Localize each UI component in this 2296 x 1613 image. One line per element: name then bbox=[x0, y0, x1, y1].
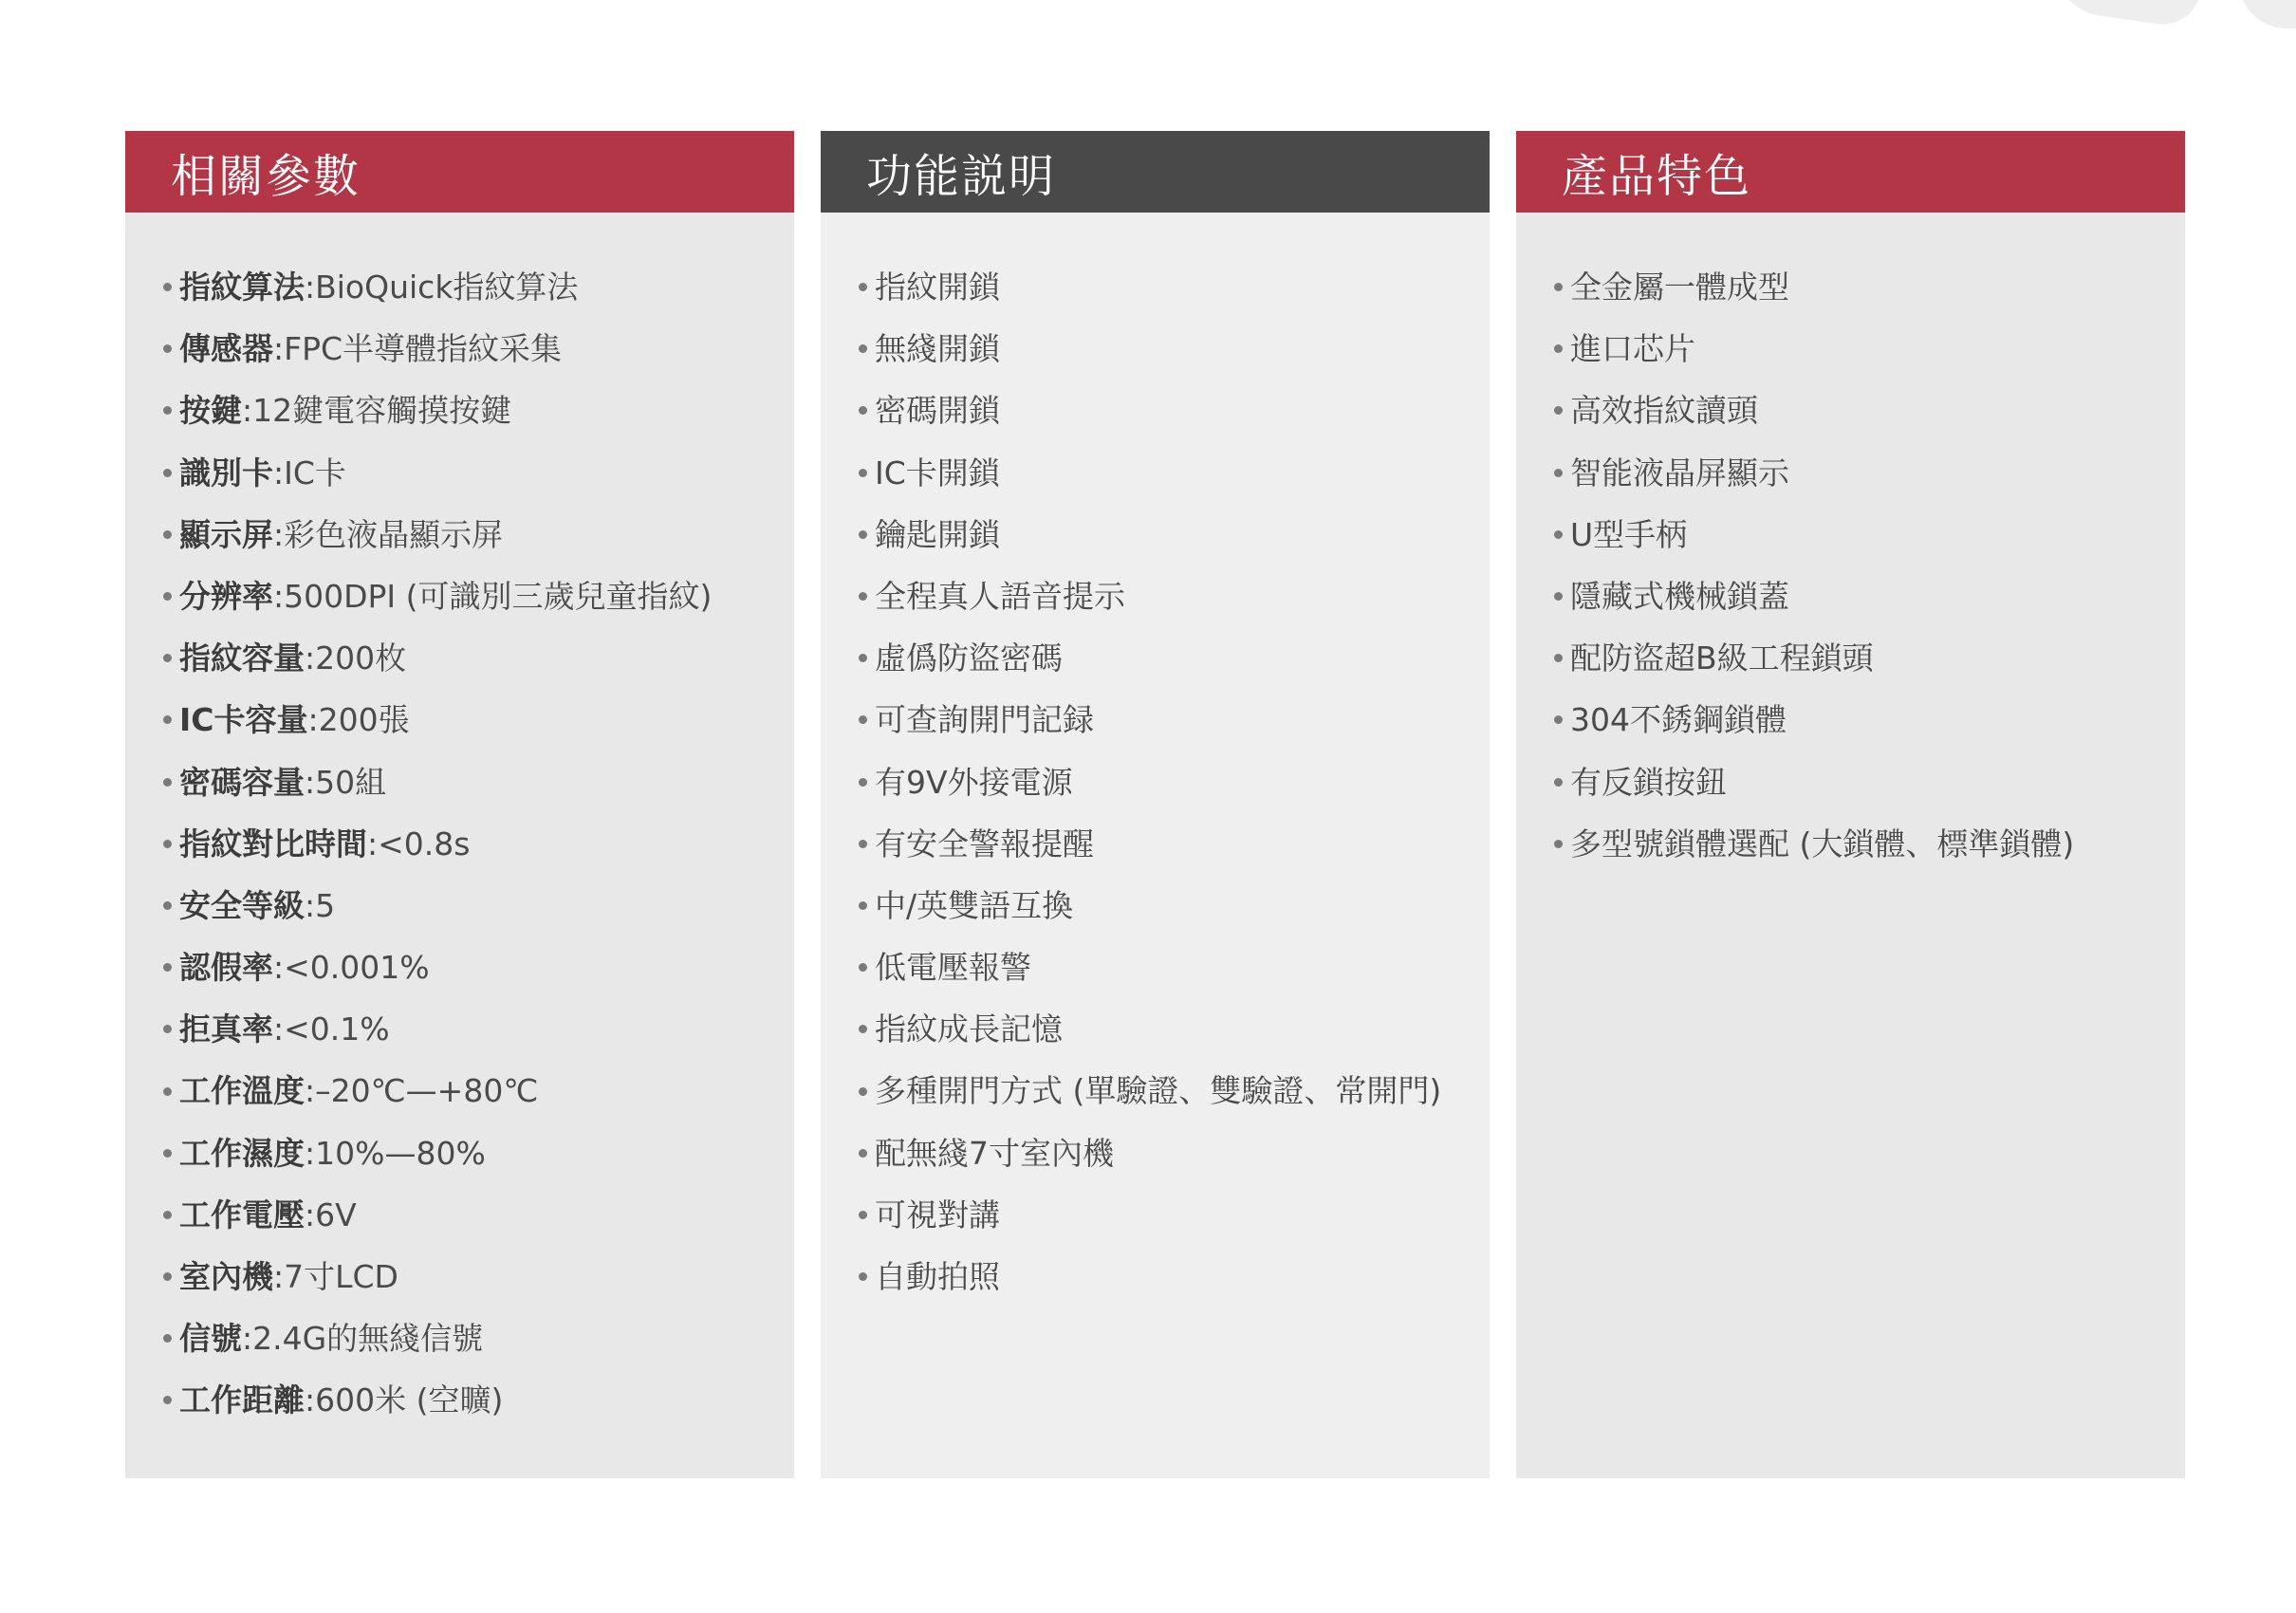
param-separator: : bbox=[305, 1134, 316, 1172]
list-item bbox=[1554, 813, 2185, 875]
feature-text: 智能液晶屏顯示 bbox=[1570, 454, 1789, 491]
param-key: 識別卡 bbox=[179, 454, 273, 491]
bullet-icon bbox=[163, 901, 172, 910]
param-separator: : bbox=[273, 330, 285, 368]
list-item bbox=[859, 380, 1490, 441]
list-item bbox=[859, 998, 1490, 1060]
param-key: 工作電壓 bbox=[179, 1196, 305, 1233]
list-item bbox=[859, 318, 1490, 380]
bullet-icon bbox=[163, 1272, 172, 1281]
bullet-icon bbox=[163, 1396, 172, 1404]
bullet-icon bbox=[163, 1334, 172, 1343]
function-text: IC卡開鎖 bbox=[875, 454, 1000, 491]
function-text: 虛僞防盜密碼 bbox=[875, 640, 1063, 677]
param-value: 2.4G的無綫信號 bbox=[252, 1320, 484, 1358]
list-item bbox=[163, 1060, 794, 1122]
param-key: 按鍵 bbox=[179, 392, 242, 430]
param-value: <0.8s bbox=[378, 825, 471, 862]
feature-text: U型手柄 bbox=[1570, 515, 1688, 553]
param-separator: : bbox=[305, 269, 316, 306]
param-key: 指紋對比時間 bbox=[179, 825, 367, 862]
list-item bbox=[859, 936, 1490, 998]
param-key: 信號 bbox=[179, 1320, 242, 1358]
list-item bbox=[859, 813, 1490, 875]
list-item bbox=[1554, 565, 2185, 627]
param-separator: : bbox=[273, 577, 285, 615]
features-list bbox=[1516, 213, 2185, 875]
bullet-icon bbox=[163, 778, 172, 787]
bullet-icon bbox=[859, 778, 867, 787]
parameters-column bbox=[125, 131, 794, 1478]
bullet-icon bbox=[1554, 283, 1563, 291]
parameters-list bbox=[125, 213, 794, 1432]
bullet-icon bbox=[859, 283, 867, 291]
param-separator: : bbox=[273, 1258, 285, 1295]
bullet-icon bbox=[859, 1025, 867, 1033]
param-key: 工作溫度 bbox=[179, 1072, 305, 1110]
function-text: 鑰匙開鎖 bbox=[875, 515, 1000, 553]
param-value: 50組 bbox=[315, 763, 387, 801]
param-key: 室內機 bbox=[179, 1258, 273, 1295]
param-value: 12鍵電容觸摸按鍵 bbox=[252, 392, 512, 430]
bullet-icon bbox=[163, 1025, 172, 1033]
function-text: 低電壓報警 bbox=[875, 949, 1031, 987]
bullet-icon bbox=[163, 469, 172, 477]
features-header bbox=[1516, 131, 2185, 213]
param-value: –20℃—+80℃ bbox=[315, 1072, 539, 1110]
feature-text: 全金屬一體成型 bbox=[1570, 269, 1789, 306]
param-value: 彩色液晶顯示屏 bbox=[284, 515, 504, 553]
function-text: 中/英雙語互換 bbox=[875, 886, 1074, 924]
bullet-icon bbox=[859, 963, 867, 972]
bullet-icon bbox=[163, 283, 172, 291]
bullet-icon bbox=[859, 654, 867, 662]
bullet-icon bbox=[163, 530, 172, 539]
feature-text: 配防盜超B級工程鎖頭 bbox=[1570, 640, 1874, 677]
list-item bbox=[859, 442, 1490, 504]
param-value: BioQuick指紋算法 bbox=[315, 269, 579, 306]
bullet-icon bbox=[859, 715, 867, 724]
bullet-icon bbox=[859, 901, 867, 910]
param-value: FPC半導體指紋采集 bbox=[284, 330, 563, 368]
bullet-icon bbox=[163, 1211, 172, 1219]
param-key: 工作距離 bbox=[179, 1381, 305, 1419]
param-key: 指紋容量 bbox=[179, 640, 305, 677]
param-value: <0.001% bbox=[284, 949, 430, 987]
param-key: IC卡容量 bbox=[179, 701, 308, 739]
function-text: 無綫開鎖 bbox=[875, 330, 1000, 368]
bullet-icon bbox=[1554, 654, 1563, 662]
list-item bbox=[859, 256, 1490, 318]
function-text: 可視對講 bbox=[875, 1196, 1000, 1233]
list-item bbox=[1554, 504, 2185, 565]
list-item bbox=[163, 627, 794, 689]
param-key: 拒真率 bbox=[179, 1010, 273, 1048]
list-item bbox=[163, 875, 794, 936]
bullet-icon bbox=[1554, 715, 1563, 724]
list-item bbox=[163, 1184, 794, 1246]
param-key: 工作濕度 bbox=[179, 1134, 305, 1172]
param-key: 指紋算法 bbox=[179, 269, 305, 306]
list-item bbox=[163, 689, 794, 751]
list-item bbox=[163, 1369, 794, 1431]
param-separator: : bbox=[367, 825, 379, 862]
list-item bbox=[1554, 380, 2185, 441]
bullet-icon bbox=[163, 715, 172, 724]
param-separator: : bbox=[273, 1010, 285, 1048]
function-text: 指紋開鎖 bbox=[875, 269, 1000, 306]
list-item bbox=[163, 565, 794, 627]
bullet-icon bbox=[163, 406, 172, 415]
bullet-icon bbox=[859, 344, 867, 353]
bullet-icon bbox=[163, 963, 172, 972]
param-key: 認假率 bbox=[179, 949, 273, 987]
decorative-shape bbox=[2045, 0, 2206, 29]
bullet-icon bbox=[1554, 840, 1563, 848]
list-item bbox=[163, 256, 794, 318]
bullet-icon bbox=[1554, 592, 1563, 601]
list-item bbox=[859, 504, 1490, 565]
function-text: 配無綫7寸室內機 bbox=[875, 1134, 1114, 1172]
features-column bbox=[1516, 131, 2185, 1478]
param-key: 安全等級 bbox=[179, 886, 305, 924]
param-separator: : bbox=[305, 1072, 316, 1110]
bullet-icon bbox=[859, 469, 867, 477]
list-item bbox=[163, 936, 794, 998]
param-key: 分辨率 bbox=[179, 577, 273, 615]
list-item bbox=[163, 813, 794, 875]
bullet-icon bbox=[1554, 406, 1563, 415]
list-item bbox=[163, 442, 794, 504]
list-item bbox=[859, 1060, 1490, 1122]
bullet-icon bbox=[1554, 530, 1563, 539]
function-text: 自動拍照 bbox=[875, 1258, 1000, 1295]
feature-text: 高效指紋讀頭 bbox=[1570, 392, 1758, 430]
function-text: 指紋成長記憶 bbox=[875, 1010, 1063, 1048]
function-text: 有9V外接電源 bbox=[875, 763, 1073, 801]
bullet-icon bbox=[1554, 469, 1563, 477]
param-value: 500DPI (可識別三歲兒童指紋) bbox=[284, 577, 713, 615]
bullet-icon bbox=[163, 840, 172, 848]
list-item bbox=[859, 1246, 1490, 1307]
param-separator: : bbox=[273, 454, 285, 491]
list-item bbox=[163, 1307, 794, 1369]
feature-text: 有反鎖按鈕 bbox=[1570, 763, 1727, 801]
function-text: 有安全警報提醒 bbox=[875, 825, 1094, 862]
param-separator: : bbox=[305, 1196, 316, 1233]
bullet-icon bbox=[859, 1087, 867, 1096]
param-value: 6V bbox=[315, 1196, 357, 1233]
list-item bbox=[163, 380, 794, 441]
param-separator: : bbox=[305, 1381, 316, 1419]
bullet-icon bbox=[1554, 778, 1563, 787]
bullet-icon bbox=[163, 592, 172, 601]
feature-text: 304不銹鋼鎖體 bbox=[1570, 701, 1787, 739]
param-separator: : bbox=[242, 392, 253, 430]
list-item bbox=[1554, 442, 2185, 504]
param-separator: : bbox=[305, 640, 316, 677]
function-text: 全程真人語音提示 bbox=[875, 577, 1125, 615]
bullet-icon bbox=[1554, 344, 1563, 353]
param-value: 200枚 bbox=[315, 640, 407, 677]
param-separator: : bbox=[305, 763, 316, 801]
bullet-icon bbox=[163, 1149, 172, 1158]
list-item bbox=[1554, 689, 2185, 751]
param-key: 顯示屏 bbox=[179, 515, 273, 553]
bullet-icon bbox=[859, 406, 867, 415]
list-item bbox=[859, 627, 1490, 689]
list-item bbox=[859, 751, 1490, 813]
param-value: IC卡 bbox=[284, 454, 346, 491]
function-text: 密碼開鎖 bbox=[875, 392, 1000, 430]
function-text: 可查詢開門記録 bbox=[875, 701, 1094, 739]
functions-column bbox=[821, 131, 1490, 1478]
param-key: 密碼容量 bbox=[179, 763, 305, 801]
param-value: 10%—80% bbox=[315, 1134, 486, 1172]
decorative-shape bbox=[2239, 0, 2296, 28]
list-item bbox=[163, 318, 794, 380]
parameters-header bbox=[125, 131, 794, 213]
features-title: 產品特色 bbox=[1562, 149, 1752, 203]
functions-title: 功能説明 bbox=[866, 149, 1057, 203]
bullet-icon bbox=[163, 654, 172, 662]
param-value: 600米 (空曠) bbox=[315, 1381, 504, 1419]
param-separator: : bbox=[273, 515, 285, 553]
bullet-icon bbox=[859, 1272, 867, 1281]
param-separator: : bbox=[273, 949, 285, 987]
bullet-icon bbox=[859, 592, 867, 601]
param-key: 傳感器 bbox=[179, 330, 273, 368]
bullet-icon bbox=[859, 530, 867, 539]
bullet-icon bbox=[859, 1211, 867, 1219]
list-item bbox=[859, 1122, 1490, 1184]
list-item bbox=[859, 875, 1490, 936]
parameters-title: 相關參數 bbox=[171, 149, 361, 203]
list-item bbox=[163, 504, 794, 565]
list-item bbox=[163, 1122, 794, 1184]
feature-text: 隱藏式機械鎖蓋 bbox=[1570, 577, 1789, 615]
param-separator: : bbox=[242, 1320, 253, 1358]
functions-list bbox=[821, 213, 1490, 1307]
list-item bbox=[859, 689, 1490, 751]
bullet-icon bbox=[163, 344, 172, 353]
list-item bbox=[163, 751, 794, 813]
list-item bbox=[1554, 751, 2185, 813]
list-item bbox=[859, 565, 1490, 627]
functions-header bbox=[821, 131, 1490, 213]
param-value: 5 bbox=[315, 886, 336, 924]
feature-text: 多型號鎖體選配 (大鎖體、標準鎖體) bbox=[1570, 825, 2075, 862]
list-item bbox=[1554, 256, 2185, 318]
list-item bbox=[163, 998, 794, 1060]
bullet-icon bbox=[163, 1087, 172, 1096]
list-item bbox=[163, 1246, 794, 1307]
bullet-icon bbox=[859, 840, 867, 848]
function-text: 多種開門方式 (單驗證、雙驗證、常開門) bbox=[875, 1072, 1442, 1110]
param-separator: : bbox=[307, 701, 319, 739]
param-value: 7寸LCD bbox=[284, 1258, 398, 1295]
feature-text: 進口芯片 bbox=[1570, 330, 1695, 368]
param-separator: : bbox=[305, 886, 316, 924]
list-item bbox=[1554, 318, 2185, 380]
list-item bbox=[1554, 627, 2185, 689]
bullet-icon bbox=[859, 1149, 867, 1158]
list-item bbox=[859, 1184, 1490, 1246]
param-value: 200張 bbox=[318, 701, 410, 739]
param-value: <0.1% bbox=[284, 1010, 390, 1048]
